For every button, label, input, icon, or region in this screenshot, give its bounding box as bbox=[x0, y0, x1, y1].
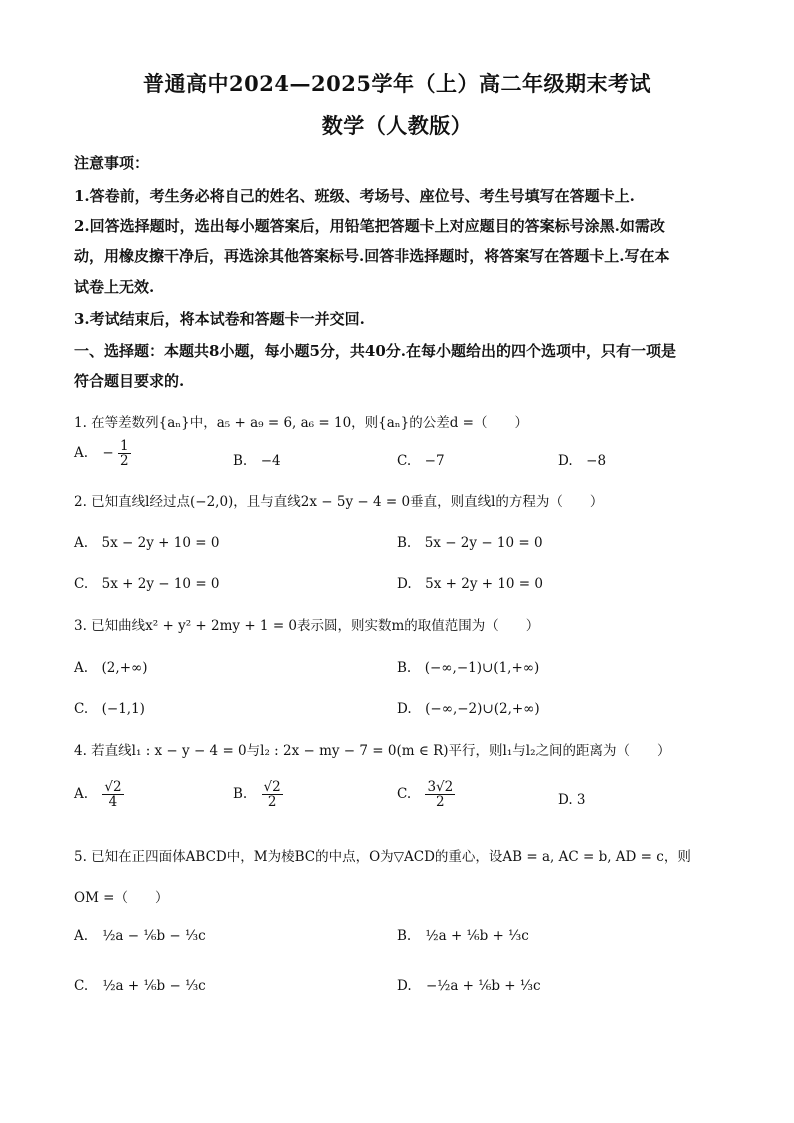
vector-expression: ½a − ⅙b − ⅓c bbox=[102, 928, 206, 944]
exam-title: 普通高中2024—2025学年（上）高二年级期末考试 bbox=[143, 71, 651, 96]
notice-line: 2.回答选择题时，选出每小题答案后，用铅笔把答题卡上对应题目的答案标号涂黑.如需改 bbox=[74, 217, 665, 235]
q1-option-b: B. −4 bbox=[233, 453, 281, 469]
q5-option-c bbox=[74, 978, 206, 994]
q5-option-a bbox=[74, 928, 206, 944]
section-heading: 一、选择题：本题共8小题，每小题5分，共40分.在每小题给出的四个选项中，只有一项是 bbox=[74, 342, 676, 360]
notice-line: 3.考试结束后，将本试卷和答题卡一并交回. bbox=[74, 310, 365, 328]
q2-option-c: C. 5x + 2y − 10 = 0 bbox=[74, 576, 220, 592]
denominator: 2 bbox=[436, 794, 445, 811]
denominator: 2 bbox=[119, 453, 129, 470]
notice-heading: 注意事项： bbox=[74, 154, 150, 172]
option-label: A. bbox=[74, 786, 89, 803]
fraction bbox=[425, 780, 455, 809]
section-heading-cont: 符合题目要求的. bbox=[74, 372, 185, 390]
question-5-stem-cont: OM =（ ） bbox=[74, 890, 169, 906]
q3-option-a: A. (2,+∞) bbox=[74, 660, 148, 676]
option-label: D. bbox=[397, 978, 412, 994]
q2-option-a: A. 5x − 2y + 10 = 0 bbox=[74, 535, 220, 551]
q5-option-b bbox=[397, 928, 529, 944]
option-label: B. bbox=[233, 786, 248, 803]
fraction bbox=[262, 780, 283, 809]
vector-expression: ½a + ⅙b + ⅓c bbox=[425, 928, 529, 944]
question-3-stem: 3. 已知曲线x² + y² + 2my + 1 = 0表示圆，则实数m的取值范围为（ ） bbox=[74, 618, 540, 634]
option-label: A. bbox=[74, 445, 89, 462]
q1-option-d: D. −8 bbox=[558, 453, 607, 469]
question-5-stem: 5. 已知在正四面体ABCD中，M为棱BC的中点，O为▽ACD的重心，设AB = a, AC = b, AD = c，则 bbox=[74, 849, 691, 865]
option-label: A. bbox=[74, 928, 89, 944]
q5-option-d bbox=[397, 978, 541, 994]
q2-option-d: D. 5x + 2y + 10 = 0 bbox=[397, 576, 544, 592]
q4-option-a bbox=[74, 780, 124, 809]
vector-expression: −½a + ⅙b + ⅓c bbox=[425, 978, 541, 994]
q1-option-a bbox=[74, 439, 131, 468]
notice-line: 动，用橡皮擦干净后，再选涂其他答案标号.回答非选择题时，将答案写在答题卡上.写在本 bbox=[74, 247, 670, 265]
q3-option-d: D. (−∞,−2)∪(2,+∞) bbox=[397, 701, 540, 717]
q3-option-c: C. (−1,1) bbox=[74, 701, 145, 717]
q1-option-c: C. −7 bbox=[397, 453, 445, 469]
q4-option-d: D. 3 bbox=[558, 792, 586, 808]
numerator: √2 bbox=[263, 779, 281, 795]
q4-option-b bbox=[233, 780, 283, 809]
option-label: C. bbox=[74, 978, 89, 994]
numerator: √2 bbox=[104, 779, 122, 795]
option-label: C. bbox=[397, 786, 412, 803]
denominator: 2 bbox=[267, 794, 277, 811]
minus-sign: − bbox=[102, 445, 114, 462]
fraction bbox=[102, 780, 123, 809]
option-label: B. bbox=[397, 928, 412, 944]
notice-line: 1.答卷前，考生务必将自己的姓名、班级、考场号、座位号、考生号填写在答题卡上. bbox=[74, 187, 635, 205]
question-4-stem: 4. 若直线l₁ : x − y − 4 = 0与l₂ : 2x − my − 7 = 0(m ∈ R)平行，则l₁与l₂之间的距离为（ ） bbox=[74, 743, 671, 759]
fraction bbox=[118, 439, 131, 468]
numerator: 1 bbox=[119, 438, 129, 454]
q2-option-b: B. 5x − 2y − 10 = 0 bbox=[397, 535, 543, 551]
exam-subtitle: 数学（人教版） bbox=[321, 113, 473, 138]
numerator: 3√2 bbox=[427, 779, 454, 795]
denominator: 4 bbox=[108, 794, 118, 811]
q4-option-c bbox=[397, 780, 455, 809]
question-1-stem: 1. 在等差数列{aₙ}中，a₅ + a₉ = 6, a₆ = 10，则{aₙ}的公差d =（ ） bbox=[74, 415, 528, 431]
question-2-stem: 2. 已知直线l经过点(−2,0)，且与直线2x − 5y − 4 = 0垂直，则直线l的方程为（ ） bbox=[74, 494, 604, 510]
vector-expression: ½a + ⅙b − ⅓c bbox=[102, 978, 206, 994]
notice-line: 试卷上无效. bbox=[74, 278, 155, 296]
q3-option-b: B. (−∞,−1)∪(1,+∞) bbox=[397, 660, 540, 676]
